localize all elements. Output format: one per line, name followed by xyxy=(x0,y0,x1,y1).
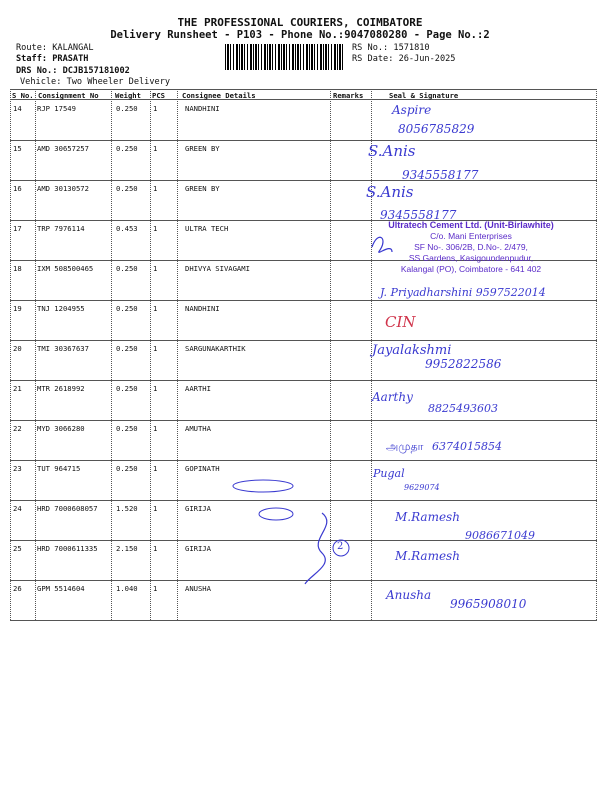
handwritten-phone: 9086671049 xyxy=(465,529,535,542)
consignee-cell: ANUSHA xyxy=(185,584,211,593)
consignee-cell: GOPINATH xyxy=(185,464,220,473)
handwritten-signature: Jayalakshmi xyxy=(372,343,452,358)
handwritten-signature: J. Priyadharshini 9597522014 xyxy=(380,286,546,299)
col-consignee: Consignee Details xyxy=(182,91,256,100)
consignee-cell: GIRIJA xyxy=(185,544,211,553)
col-sno: S No. xyxy=(12,91,34,100)
sno-cell: 25 xyxy=(13,544,22,553)
weight-cell: 2.150 xyxy=(116,544,138,553)
handwritten-phone: 8056785829 xyxy=(398,122,475,136)
stamp-line: Ultratech Cement Ltd. (Unit-Birlawhite) xyxy=(388,220,554,230)
consignee-cell: NANDHINI xyxy=(185,104,220,113)
consignee-cell: SARGUNAKARTHIK xyxy=(185,344,246,353)
consignment-cell: TMI 30367637 xyxy=(37,344,89,353)
weight-cell: 1.520 xyxy=(116,504,138,513)
handwritten-signature: Pugal xyxy=(373,467,405,480)
handwritten-phone: 9345558177 xyxy=(402,168,479,182)
col-consignment: Consignment No xyxy=(38,91,99,100)
handwritten-signature: Anusha xyxy=(386,588,432,602)
rs-number: RS No.: 1571810 xyxy=(352,43,430,53)
consignee-cell: GIRIJA xyxy=(185,504,211,513)
rs-date: RS Date: 26-Jun-2025 xyxy=(352,54,456,64)
weight-cell: 0.250 xyxy=(116,384,138,393)
stamp-line: SS Gardens, Kasigoundenpudur, xyxy=(408,253,534,263)
weight-cell: 0.250 xyxy=(116,184,138,193)
pcs-cell: 1 xyxy=(153,584,158,593)
col-seal-signature: Seal & Signature xyxy=(389,91,459,100)
handwritten-signature: S.Anis xyxy=(368,142,416,160)
consignment-cell: TRP 7976114 xyxy=(37,224,85,233)
weight-cell: 0.250 xyxy=(116,424,138,433)
route-label: Route: KALANGAL xyxy=(16,43,94,53)
pcs-cell: 1 xyxy=(153,264,158,273)
pcs-cell: 1 xyxy=(153,544,158,553)
weight-cell: 0.250 xyxy=(116,344,138,353)
handwritten-mark: CIN xyxy=(385,313,416,331)
sno-cell: 19 xyxy=(13,304,22,313)
consignee-cell: AMUTHA xyxy=(185,424,211,433)
consignment-cell: IXM 508500465 xyxy=(37,264,94,273)
pcs-cell: 1 xyxy=(153,424,158,433)
consignment-cell: HRD 7000611335 xyxy=(37,544,98,553)
handwritten-phone: 6374015854 xyxy=(432,440,502,453)
handwritten-signature: அமுதா xyxy=(386,440,424,453)
circled-number: 2 xyxy=(337,541,344,552)
vehicle-label: Vehicle: Two Wheeler Delivery xyxy=(20,77,171,87)
sno-cell: 23 xyxy=(13,464,22,473)
pcs-cell: 1 xyxy=(153,384,158,393)
consignment-cell: HRD 7000608057 xyxy=(37,504,98,513)
col-remarks: Remarks xyxy=(333,91,364,100)
stamp-line: C/o. Mani Enterprises xyxy=(430,231,512,241)
handwritten-phone: 8825493603 xyxy=(428,402,498,415)
consignee-cell: ULTRA TECH xyxy=(185,224,229,233)
handwritten-signature: S.Anis xyxy=(366,183,414,201)
handwritten-signature: Aarthy xyxy=(372,390,413,404)
pcs-cell: 1 xyxy=(153,144,158,153)
stamp-line: SF No-. 306/2B, D.No-. 2/479, xyxy=(414,242,528,252)
consignee-cell: GREEN BY xyxy=(185,184,220,193)
barcode xyxy=(225,44,343,70)
consignee-cell: GREEN BY xyxy=(185,144,220,153)
consignee-cell: NANDHINI xyxy=(185,304,220,313)
consignment-cell: RJP 17549 xyxy=(37,104,76,113)
sno-cell: 18 xyxy=(13,264,22,273)
consignment-cell: GPM 5514604 xyxy=(37,584,85,593)
sno-cell: 21 xyxy=(13,384,22,393)
weight-cell: 0.250 xyxy=(116,304,138,313)
consignment-cell: AMD 30130572 xyxy=(37,184,89,193)
col-weight: Weight xyxy=(115,91,141,100)
consignee-cell: AARTHI xyxy=(185,384,211,393)
handwritten-phone: 9345558177 xyxy=(380,208,457,222)
sno-cell: 24 xyxy=(13,504,22,513)
handwritten-phone: 9965908010 xyxy=(450,597,527,611)
handwritten-signature: Aspire xyxy=(392,103,432,117)
consignment-cell: TNJ 1204955 xyxy=(37,304,85,313)
runsheet-subtitle: Delivery Runsheet - P103 - Phone No.:9047080280 - Page No.:2 xyxy=(110,29,490,41)
pcs-cell: 1 xyxy=(153,344,158,353)
weight-cell: 0.250 xyxy=(116,264,138,273)
consignment-cell: MTR 2618992 xyxy=(37,384,85,393)
sno-cell: 17 xyxy=(13,224,22,233)
handwritten-phone: 9629074 xyxy=(404,483,440,492)
weight-cell: 0.453 xyxy=(116,224,138,233)
handwritten-phone: 9952822586 xyxy=(425,357,502,371)
company-stamp xyxy=(366,220,576,275)
col-pcs: PCS xyxy=(152,91,165,100)
pcs-cell: 1 xyxy=(153,224,158,233)
consignment-cell: TUT 964715 xyxy=(37,464,81,473)
weight-cell: 0.250 xyxy=(116,464,138,473)
sno-cell: 22 xyxy=(13,424,22,433)
sno-cell: 20 xyxy=(13,344,22,353)
pcs-cell: 1 xyxy=(153,104,158,113)
pcs-cell: 1 xyxy=(153,504,158,513)
handwritten-signature: M.Ramesh xyxy=(395,510,460,524)
sno-cell: 26 xyxy=(13,584,22,593)
consignee-cell: DHIVYA SIVAGAMI xyxy=(185,264,250,273)
pcs-cell: 1 xyxy=(153,464,158,473)
sno-cell: 14 xyxy=(13,104,22,113)
consignment-cell: AMD 30657257 xyxy=(37,144,89,153)
pcs-cell: 1 xyxy=(153,184,158,193)
staff-label: Staff: PRASATH xyxy=(16,54,89,64)
drs-number: DRS No.: DCJB157181002 xyxy=(16,66,130,76)
pcs-cell: 1 xyxy=(153,304,158,313)
weight-cell: 1.040 xyxy=(116,584,138,593)
handwritten-signature: M.Ramesh xyxy=(395,549,460,563)
weight-cell: 0.250 xyxy=(116,104,138,113)
sno-cell: 16 xyxy=(13,184,22,193)
stamp-line: Kalangal (PO), Coimbatore - 641 402 xyxy=(400,264,542,274)
company-title: THE PROFESSIONAL COURIERS, COIMBATORE xyxy=(177,16,423,29)
weight-cell: 0.250 xyxy=(116,144,138,153)
sno-cell: 15 xyxy=(13,144,22,153)
consignment-cell: MYD 3066280 xyxy=(37,424,85,433)
